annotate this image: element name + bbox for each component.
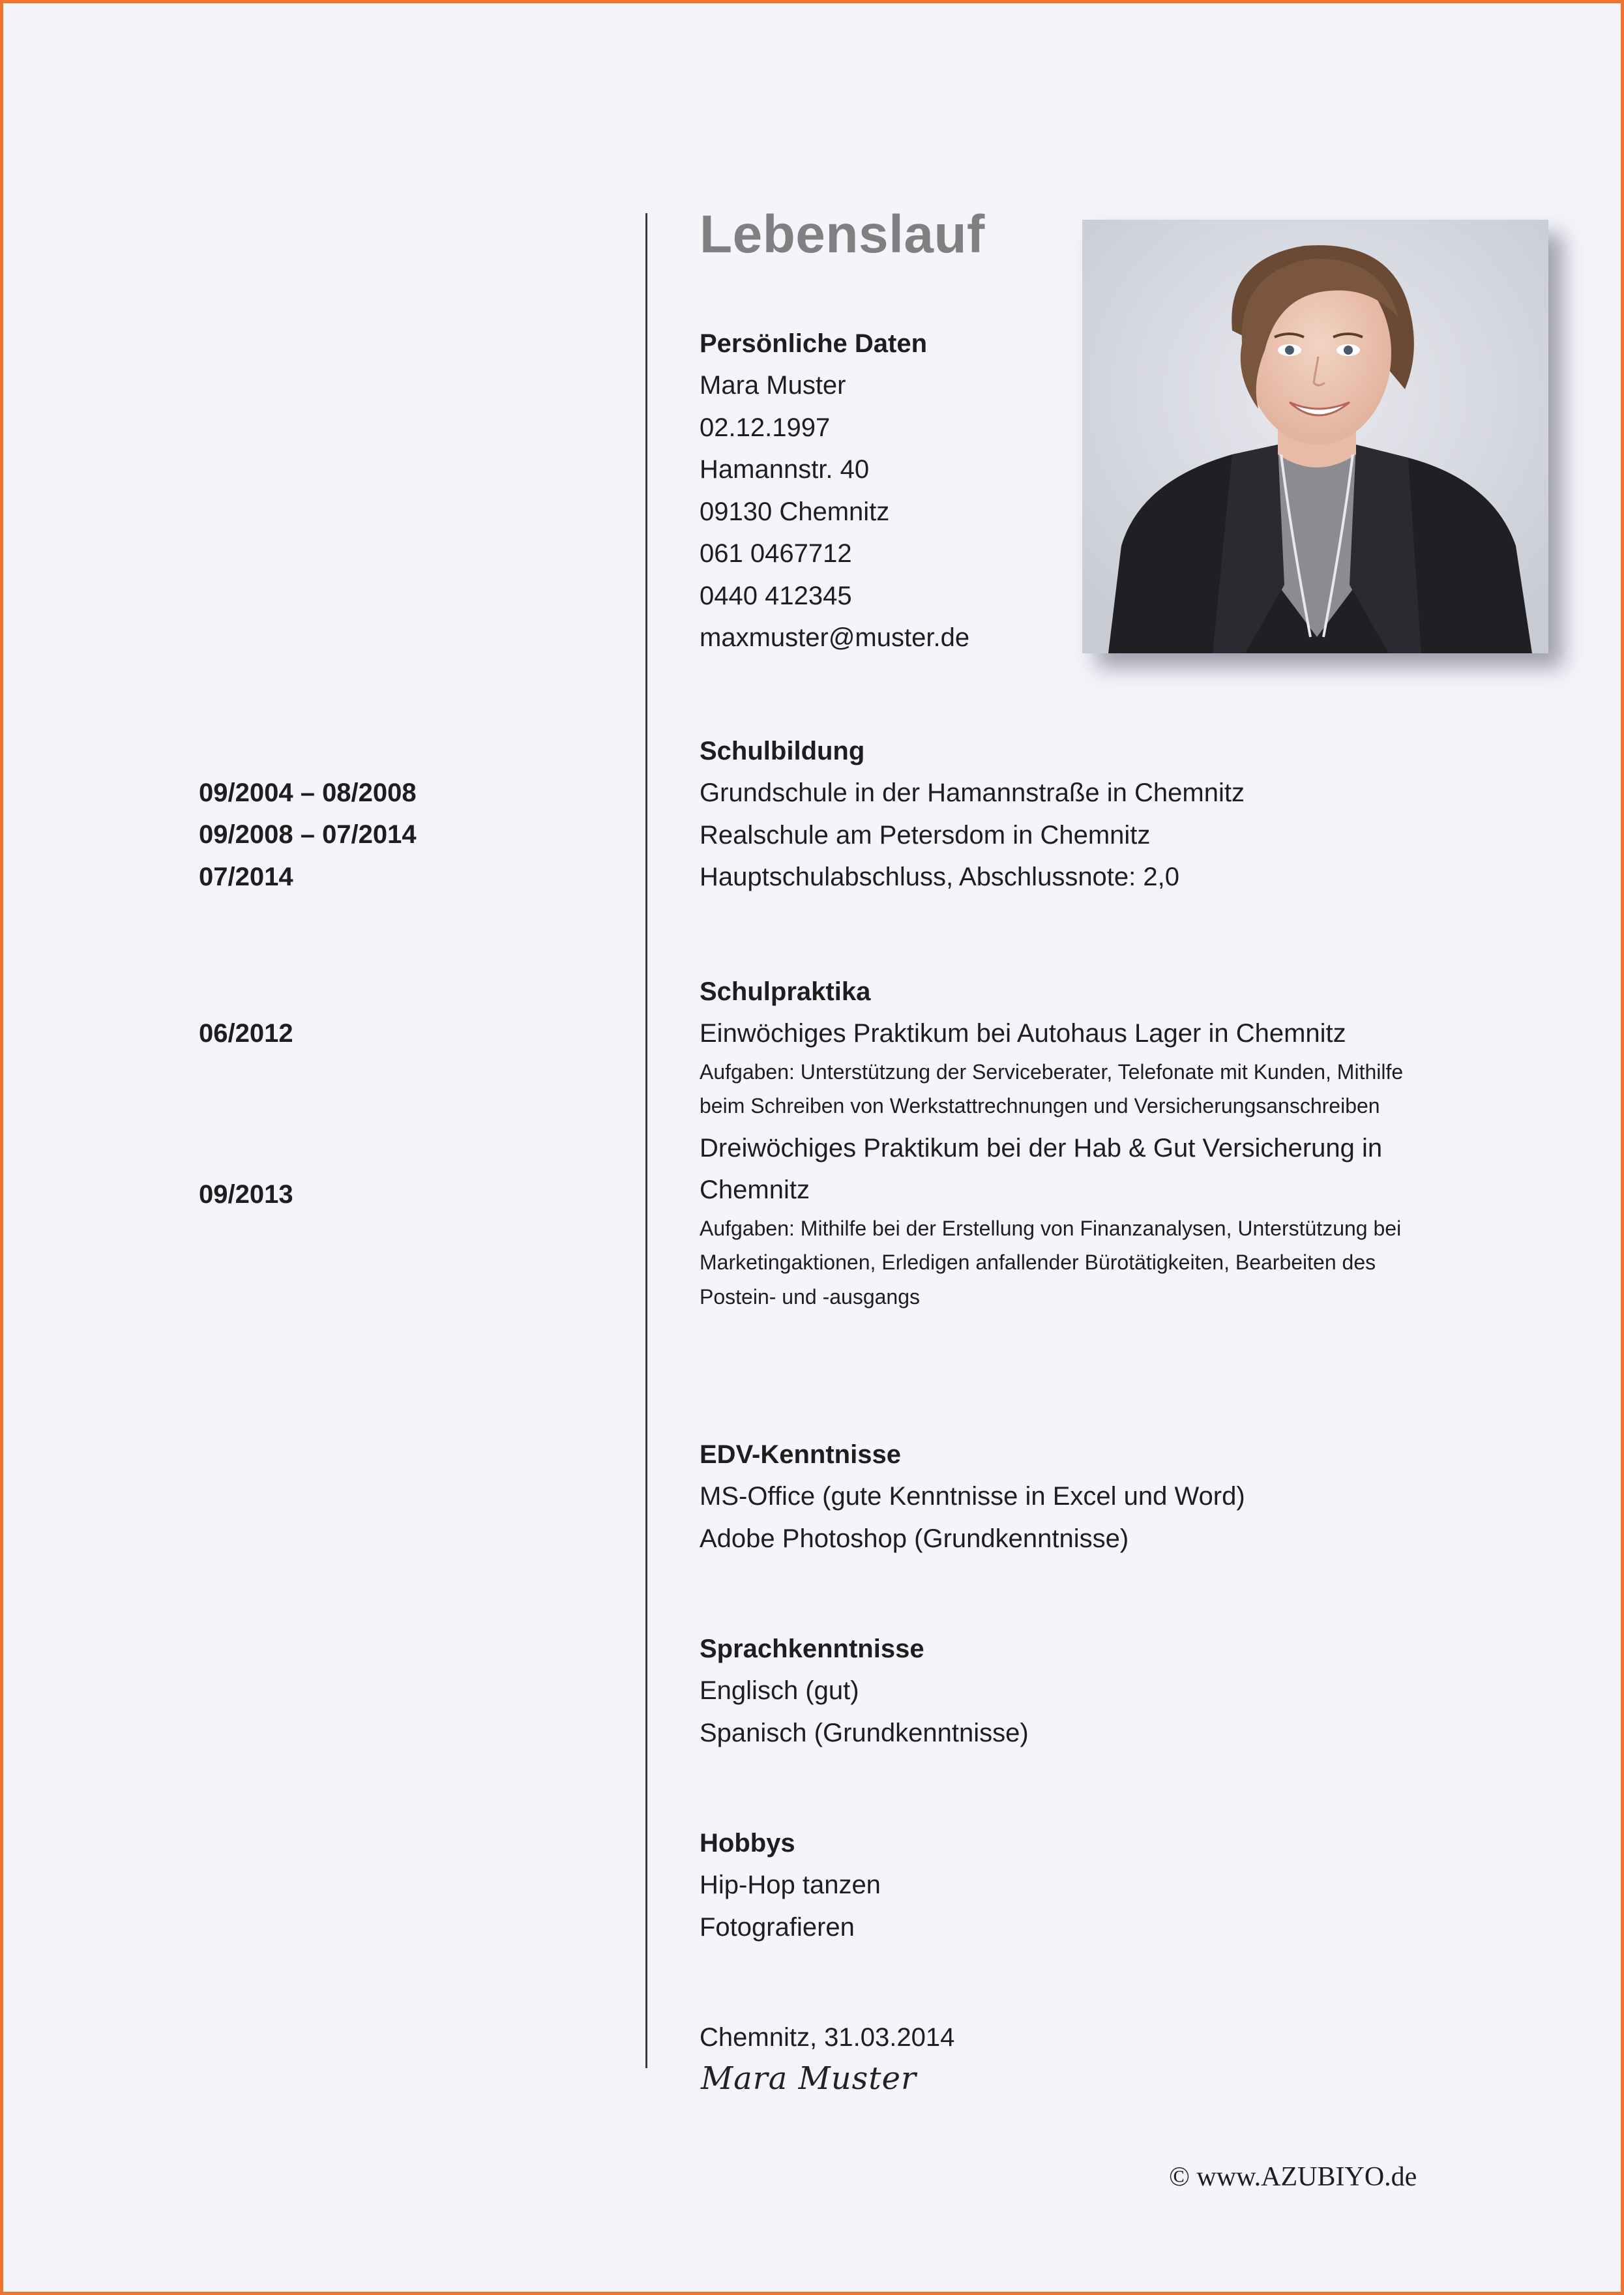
- languages-section: [700, 1628, 1469, 1754]
- it-skill-1: MS-Office (gute Kenntnisse in Excel und Word): [700, 1482, 1245, 1511]
- signature: Mara Muster: [701, 2060, 917, 2097]
- languages-heading: Sprachkenntnisse: [700, 1635, 924, 1663]
- hobby-1: Hip-Hop tanzen: [700, 1871, 881, 1899]
- internship-1-tasks: Aufgaben: Unterstützung der Serviceberater, Telefonate mit Kunden, Mithilfe beim Schreiben von Werkstattrechnungen und Versicherungsanschreiben: [700, 1059, 1404, 1118]
- personal-name: Mara Muster: [700, 371, 846, 400]
- it-skills-heading: EDV-Kenntnisse: [700, 1440, 901, 1469]
- page-title: Lebenslauf: [700, 205, 985, 264]
- internships-section: [700, 971, 1469, 1314]
- school-heading: Schulbildung: [700, 737, 865, 765]
- language-2: Spanisch (Grundkenntnisse): [700, 1718, 1029, 1747]
- school-entry-1: Grundschule in der Hamannstraße in Chemnitz: [700, 778, 1245, 807]
- vertical-divider: [645, 213, 647, 2068]
- school-date-1: 09/2004 – 08/2008: [199, 778, 417, 807]
- place-date-section: [700, 2017, 1469, 2059]
- footer-copyright: © www.AZUBIYO.de: [1169, 2162, 1417, 2192]
- internship-1-title: Einwöchiges Praktikum bei Autohaus Lager in Chemnitz: [700, 1019, 1346, 1048]
- language-1: Englisch (gut): [700, 1676, 859, 1705]
- hobbies-section: [700, 1822, 1469, 1948]
- internships-heading: Schulpraktika: [700, 977, 871, 1006]
- personal-mobile: 0440 412345: [700, 581, 852, 610]
- internship-2-tasks: Aufgaben: Mithilfe bei der Erstellung von Finanzanalysen, Unterstützung bei Marketingaktionen, Erledigen anfallender Bürotätigkeiten, Bearbeiten des Postein- und -ausgangs: [700, 1216, 1402, 1309]
- internship-date-1: 06/2012: [199, 1019, 293, 1048]
- place-date: Chemnitz, 31.03.2014: [700, 2023, 955, 2052]
- school-section: [700, 730, 1469, 898]
- school-entry-3: Hauptschulabschluss, Abschlussnote: 2,0: [700, 863, 1179, 891]
- school-date-3: 07/2014: [199, 863, 293, 891]
- personal-email: maxmuster@muster.de: [700, 623, 970, 652]
- internship-2-title: Dreiwöchiges Praktikum bei der Hab & Gut Versicherung in Chemnitz: [700, 1133, 1383, 1204]
- personal-birthdate: 02.12.1997: [700, 413, 831, 442]
- it-skill-2: Adobe Photoshop (Grundkenntnisse): [700, 1524, 1129, 1553]
- personal-phone: 061 0467712: [700, 539, 852, 568]
- applicant-photo: [1082, 220, 1548, 653]
- personal-data-heading: Persönliche Daten: [700, 329, 928, 358]
- hobby-2: Fotografieren: [700, 1912, 855, 1942]
- internship-date-2: 09/2013: [199, 1180, 293, 1209]
- personal-city: 09130 Chemnitz: [700, 497, 890, 526]
- hobbies-heading: Hobbys: [700, 1829, 795, 1858]
- school-date-2: 09/2008 – 07/2014: [199, 820, 417, 849]
- school-entry-2: Realschule am Petersdom in Chemnitz: [700, 820, 1151, 850]
- portrait-image: [1082, 220, 1548, 653]
- it-skills-section: [700, 1434, 1469, 1560]
- personal-street: Hamannstr. 40: [700, 455, 870, 484]
